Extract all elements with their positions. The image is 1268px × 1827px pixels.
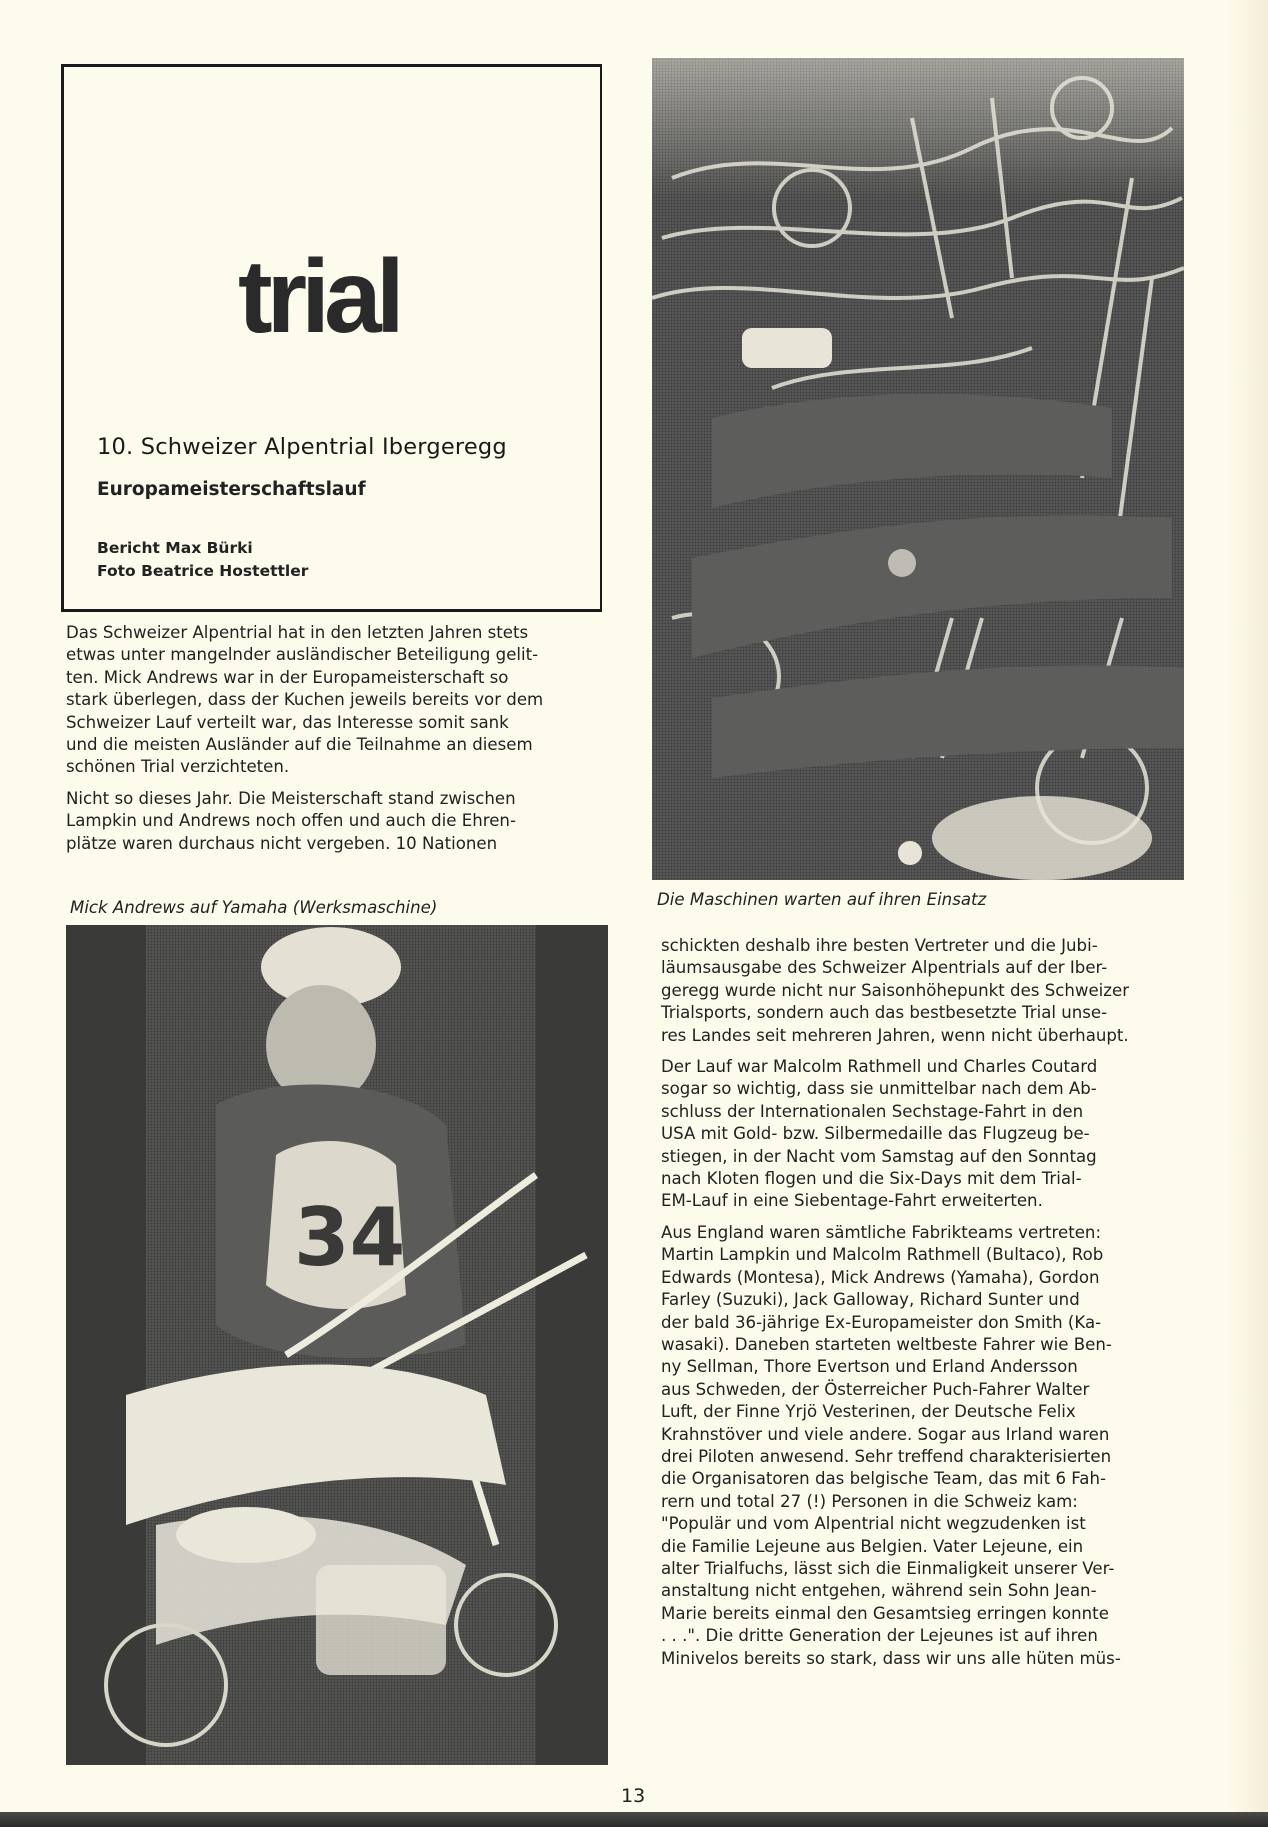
paragraph [66,788,543,855]
text-line: . . .". Die dritte Generation der Lejeunes ist auf ihren [661,1626,1098,1646]
article-headline: 10. Schweizer Alpentrial Ibergeregg [97,434,507,460]
text-line: Schweizer Lauf verteilt war, das Interesse somit sank [66,712,509,732]
text-line: schönen Trial verzichteten. [66,757,290,777]
photo-parked-motorcycles [652,58,1184,880]
article-subheadline: Europameisterschaftslauf [97,479,366,500]
text-line: drei Piloten anwesend. Sehr treffend charakterisierten [661,1446,1112,1466]
page-shading [1228,0,1268,1812]
text-line: Das Schweizer Alpentrial hat in den letzten Jahren stets [66,623,529,642]
text-line: stiegen, in der Nacht vom Samstag auf den Sonntag [661,1146,1097,1166]
text-line: schluss der Internationalen Sechstage-Fahrt in den [661,1101,1084,1121]
text-line: Edwards (Montesa), Mick Andrews (Yamaha), Gordon [661,1267,1100,1287]
text-line: Der Lauf war Malcolm Rathmell und Charles Coutard [661,1057,1098,1077]
article-title-box [61,64,602,612]
text-line: res Landes seit mehreren Jahren, wenn nicht überhaupt. [661,1025,1129,1045]
text-line: Minivelos bereits so stark, dass wir uns alle hüten müs- [661,1648,1121,1668]
left-column-text [66,622,543,864]
section-logo: trial [238,239,399,355]
text-line: der bald 36-jährige Ex-Europameister don Smith (Ka- [661,1312,1102,1332]
text-line: plätze waren durchaus nicht vergeben. 10 Nationen [66,833,498,853]
text-line: die Familie Lejeune aus Belgien. Vater Lejeune, ein [661,1536,1084,1556]
paragraph [66,622,543,779]
text-line: EM-Lauf in eine Siebentage-Fahrt erweiterten. [661,1191,1043,1211]
text-line: Trialsports, sondern auch das bestbesetzte Trial unse- [661,1003,1108,1023]
text-line: Nicht so dieses Jahr. Die Meisterschaft stand zwischen [66,788,516,808]
text-line: Martin Lampkin und Malcolm Rathmell (Bultaco), Rob [661,1245,1104,1265]
photo-caption-bottom: Mick Andrews auf Yamaha (Werksmaschine) [70,898,438,917]
page-number: 13 [621,1785,646,1807]
text-line: rern und total 27 (!) Personen in die Schweiz kam: [661,1491,1078,1511]
text-line: Krahnstöver und viele andere. Sogar aus Irland waren [661,1424,1110,1444]
text-line: wasaki). Daneben starteten weltbeste Fahrer wie Ben- [661,1334,1112,1354]
right-column-text [661,935,1129,1679]
photo-credit: Foto Beatrice Hostettler [97,562,309,580]
text-line: Aus England waren sämtliche Fabrikteams vertreten: [661,1222,1102,1242]
text-line: geregg wurde nicht nur Saisonhöhepunkt des Schweizer [661,980,1130,1000]
text-line: anstaltung nicht entgehen, während sein Sohn Jean- [661,1581,1097,1601]
text-line: und die meisten Ausländer auf die Teilnahme an diesem [66,735,533,755]
text-line: Marie bereits einmal den Gesamtsieg erringen konnte [661,1603,1109,1623]
bib-number: 34 [294,1191,406,1284]
text-line: die Organisatoren das belgische Team, das mit 6 Fah- [661,1469,1106,1489]
text-line: aus Schweden, der Österreicher Puch-Fahrer Walter [661,1379,1090,1399]
text-line: Farley (Suzuki), Jack Galloway, Richard Sunter und [661,1290,1080,1310]
paragraph [661,1056,1129,1213]
text-line: USA mit Gold- bzw. Silbermedaille das Flugzeug be- [661,1124,1090,1144]
photo-mick-andrews-riding [66,925,608,1765]
page-edge [0,1812,1268,1827]
paragraph [661,935,1129,1047]
text-line: läumsausgabe des Schweizer Alpentrials auf der Iber- [661,958,1108,978]
text-line: "Populär und vom Alpentrial nicht wegzudenken ist [661,1514,1086,1534]
text-line: ny Sellman, Thore Evertson und Erland Andersson [661,1357,1078,1377]
text-line: Luft, der Finne Yrjö Vesterinen, der Deutsche Felix [661,1402,1076,1422]
text-line: Lampkin und Andrews noch offen und auch die Ehren- [66,811,516,831]
text-line: schickten deshalb ihre besten Vertreter und die Jubi- [661,936,1098,955]
author-credit: Bericht Max Bürki [97,539,253,557]
text-line: ten. Mick Andrews war in der Europameisterschaft so [66,667,509,687]
text-line: etwas unter mangelnder ausländischer Beteiligung gelit- [66,645,539,665]
photo-caption-top: Die Maschinen warten auf ihren Einsatz [657,890,987,909]
text-line: sogar so wichtig, dass sie unmittelbar nach dem Ab- [661,1079,1097,1099]
text-line: alter Trialfuchs, lässt sich die Einmaligkeit unserer Ver- [661,1558,1115,1578]
paragraph [661,1222,1129,1670]
text-line: stark überlegen, dass der Kuchen jeweils bereits vor dem [66,690,544,710]
text-line: nach Kloten flogen und die Six-Days mit dem Trial- [661,1169,1082,1189]
